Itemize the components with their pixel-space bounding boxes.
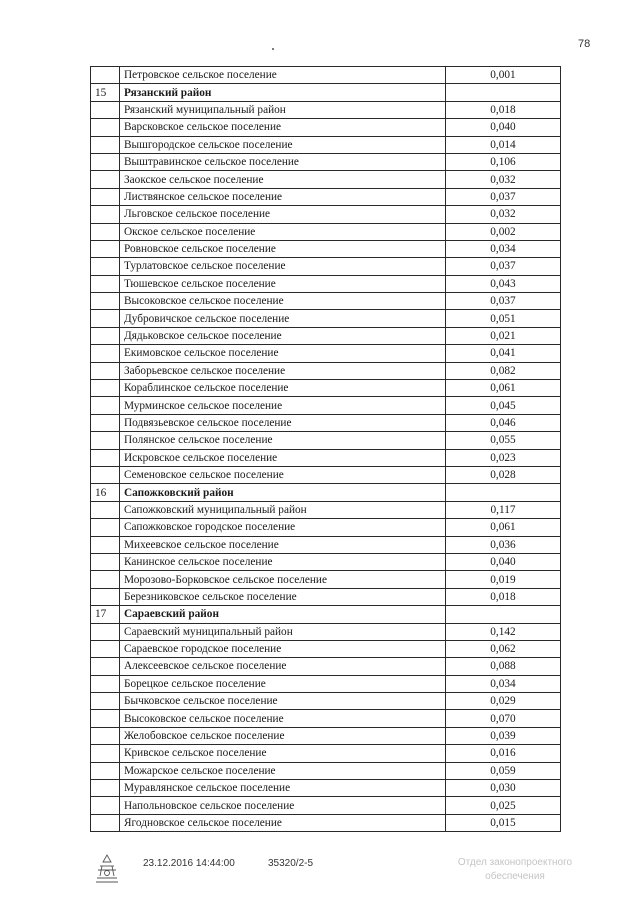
row-value-cell: 0,023 xyxy=(446,449,561,466)
table-row xyxy=(91,449,561,466)
row-number-cell xyxy=(91,136,120,153)
table-row xyxy=(91,258,561,275)
row-value-cell: 0,037 xyxy=(446,258,561,275)
table-row xyxy=(91,710,561,727)
row-name-cell: Заокское сельское поселение xyxy=(120,171,446,188)
row-value-cell: 0,040 xyxy=(446,553,561,570)
row-value-cell: 0,041 xyxy=(446,345,561,362)
row-value-cell: 0,036 xyxy=(446,536,561,553)
row-name-cell: Высоковское сельское поселение xyxy=(120,710,446,727)
table-row xyxy=(91,345,561,362)
row-name-cell: Сапожковский район xyxy=(120,484,446,501)
row-number-cell xyxy=(91,519,120,536)
row-value-cell: 0,088 xyxy=(446,658,561,675)
row-number-cell: 16 xyxy=(91,484,120,501)
table-row xyxy=(91,362,561,379)
row-value-cell: 0,018 xyxy=(446,588,561,605)
row-number-cell xyxy=(91,466,120,483)
row-value-cell: 0,014 xyxy=(446,136,561,153)
row-value-cell: 0,015 xyxy=(446,814,561,831)
table-row xyxy=(91,171,561,188)
footer-datetime: 23.12.2016 14:44:00 xyxy=(143,858,235,869)
table-row xyxy=(91,397,561,414)
row-name-cell: Муравлянское сельское поселение xyxy=(120,780,446,797)
table-row xyxy=(91,275,561,292)
row-name-cell: Турлатовское сельское поселение xyxy=(120,258,446,275)
row-value-cell: 0,061 xyxy=(446,519,561,536)
row-number-cell xyxy=(91,780,120,797)
row-value-cell: 0,043 xyxy=(446,275,561,292)
table-row xyxy=(91,571,561,588)
table-row xyxy=(91,745,561,762)
table-row xyxy=(91,206,561,223)
row-value-cell: 0,002 xyxy=(446,223,561,240)
row-name-cell: Искровское сельское поселение xyxy=(120,449,446,466)
row-name-cell: Бычковское сельское поселение xyxy=(120,693,446,710)
row-number-cell xyxy=(91,588,120,605)
table-row xyxy=(91,675,561,692)
row-number-cell xyxy=(91,101,120,118)
row-number-cell xyxy=(91,449,120,466)
row-name-cell: Екимовское сельское поселение xyxy=(120,345,446,362)
table-row xyxy=(91,536,561,553)
row-value-cell: 0,025 xyxy=(446,797,561,814)
row-value-cell: 0,061 xyxy=(446,380,561,397)
table-row xyxy=(91,623,561,640)
row-name-cell: Дубровичское сельское поселение xyxy=(120,310,446,327)
row-number-cell xyxy=(91,710,120,727)
footer-department xyxy=(440,856,590,884)
row-value-cell xyxy=(446,484,561,501)
row-name-cell: Рязанский район xyxy=(120,84,446,101)
row-value-cell xyxy=(446,84,561,101)
table-row xyxy=(91,432,561,449)
row-value-cell: 0,028 xyxy=(446,466,561,483)
row-value-cell: 0,055 xyxy=(446,432,561,449)
row-value-cell: 0,039 xyxy=(446,727,561,744)
table-row xyxy=(91,727,561,744)
table-row xyxy=(91,519,561,536)
row-number-cell xyxy=(91,188,120,205)
row-value-cell: 0,059 xyxy=(446,762,561,779)
row-name-cell: Высоковское сельское поселение xyxy=(120,293,446,310)
row-number-cell xyxy=(91,240,120,257)
footer-department-line2: обеспечения xyxy=(485,871,545,882)
row-name-cell: Сараевское городское поселение xyxy=(120,640,446,657)
table-row xyxy=(91,553,561,570)
row-name-cell: Семеновское сельское поселение xyxy=(120,466,446,483)
row-value-cell: 0,142 xyxy=(446,623,561,640)
row-number-cell xyxy=(91,275,120,292)
table-row xyxy=(91,327,561,344)
row-number-cell xyxy=(91,762,120,779)
row-number-cell xyxy=(91,362,120,379)
row-number-cell xyxy=(91,345,120,362)
row-number-cell xyxy=(91,153,120,170)
row-value-cell: 0,046 xyxy=(446,414,561,431)
row-number-cell xyxy=(91,658,120,675)
table-row xyxy=(91,223,561,240)
row-name-cell: Ягодновское сельское поселение xyxy=(120,814,446,831)
table-row xyxy=(91,780,561,797)
row-number-cell xyxy=(91,501,120,518)
table-row xyxy=(91,67,561,84)
table-row xyxy=(91,762,561,779)
row-name-cell: Листвянское сельское поселение xyxy=(120,188,446,205)
row-number-cell: 15 xyxy=(91,84,120,101)
row-number-cell xyxy=(91,119,120,136)
row-value-cell: 0,016 xyxy=(446,745,561,762)
row-number-cell xyxy=(91,380,120,397)
row-name-cell: Мурминское сельское поселение xyxy=(120,397,446,414)
scan-dot xyxy=(272,48,274,50)
row-value-cell: 0,032 xyxy=(446,206,561,223)
row-name-cell: Сараевский муниципальный район xyxy=(120,623,446,640)
row-name-cell: Варсковское сельское поселение xyxy=(120,119,446,136)
row-name-cell: Морозово-Борковское сельское поселение xyxy=(120,571,446,588)
table-row xyxy=(91,658,561,675)
table-row xyxy=(91,501,561,518)
table-row xyxy=(91,588,561,605)
row-name-cell: Сараевский район xyxy=(120,606,446,623)
row-number-cell xyxy=(91,623,120,640)
row-name-cell: Кривское сельское поселение xyxy=(120,745,446,762)
table-row xyxy=(91,136,561,153)
row-number-cell xyxy=(91,432,120,449)
row-name-cell: Борецкое сельское поселение xyxy=(120,675,446,692)
footer-department-line1: Отдел законопроектного xyxy=(457,857,573,868)
stamp-emblem-icon xyxy=(93,852,121,888)
row-value-cell: 0,070 xyxy=(446,710,561,727)
table-row xyxy=(91,814,561,831)
row-value-cell: 0,082 xyxy=(446,362,561,379)
table-row xyxy=(91,310,561,327)
row-value-cell: 0,029 xyxy=(446,693,561,710)
footer-doc-code: 35320/2-5 xyxy=(268,858,314,869)
row-name-cell: Выштравинское сельское поселение xyxy=(120,153,446,170)
row-name-cell: Льговское сельское поселение xyxy=(120,206,446,223)
row-name-cell: Вышгородское сельское поселение xyxy=(120,136,446,153)
row-number-cell xyxy=(91,327,120,344)
table-row xyxy=(91,153,561,170)
row-number-cell xyxy=(91,293,120,310)
row-value-cell: 0,034 xyxy=(446,675,561,692)
row-value-cell: 0,045 xyxy=(446,397,561,414)
row-value-cell: 0,037 xyxy=(446,188,561,205)
row-name-cell: Петровское сельское поселение xyxy=(120,67,446,84)
row-name-cell: Кораблинское сельское поселение xyxy=(120,380,446,397)
row-name-cell: Можарское сельское поселение xyxy=(120,762,446,779)
row-number-cell xyxy=(91,310,120,327)
row-number-cell xyxy=(91,640,120,657)
row-name-cell: Сапожковский муниципальный район xyxy=(120,501,446,518)
row-name-cell: Напольновское сельское поселение xyxy=(120,797,446,814)
row-number-cell xyxy=(91,414,120,431)
row-value-cell xyxy=(446,606,561,623)
row-name-cell: Сапожковское городское поселение xyxy=(120,519,446,536)
table-row xyxy=(91,693,561,710)
table-row xyxy=(91,414,561,431)
row-number-cell xyxy=(91,814,120,831)
table-row xyxy=(91,188,561,205)
row-value-cell: 0,019 xyxy=(446,571,561,588)
row-name-cell: Рязанский муниципальный район xyxy=(120,101,446,118)
table-row xyxy=(91,101,561,118)
table-row xyxy=(91,293,561,310)
table-row xyxy=(91,240,561,257)
row-number-cell xyxy=(91,797,120,814)
table-row xyxy=(91,119,561,136)
row-name-cell: Заборьевское сельское поселение xyxy=(120,362,446,379)
row-number-cell xyxy=(91,258,120,275)
row-number-cell xyxy=(91,675,120,692)
row-number-cell xyxy=(91,553,120,570)
row-value-cell: 0,062 xyxy=(446,640,561,657)
row-name-cell: Полянское сельское поселение xyxy=(120,432,446,449)
row-number-cell xyxy=(91,223,120,240)
row-number-cell xyxy=(91,206,120,223)
table-row xyxy=(91,380,561,397)
table-row xyxy=(91,466,561,483)
row-value-cell: 0,032 xyxy=(446,171,561,188)
row-number-cell xyxy=(91,67,120,84)
row-name-cell: Подвязьевское сельское поселение xyxy=(120,414,446,431)
table-row xyxy=(91,797,561,814)
table-row xyxy=(91,640,561,657)
district-row xyxy=(91,484,561,501)
row-value-cell: 0,106 xyxy=(446,153,561,170)
row-name-cell: Михеевское сельское поселение xyxy=(120,536,446,553)
row-name-cell: Березниковское сельское поселение xyxy=(120,588,446,605)
row-value-cell: 0,051 xyxy=(446,310,561,327)
row-number-cell xyxy=(91,536,120,553)
row-value-cell: 0,040 xyxy=(446,119,561,136)
row-number-cell: 17 xyxy=(91,606,120,623)
page-number: 78 xyxy=(578,38,591,50)
row-value-cell: 0,034 xyxy=(446,240,561,257)
row-name-cell: Окское сельское поселение xyxy=(120,223,446,240)
row-number-cell xyxy=(91,745,120,762)
table-body xyxy=(91,67,561,832)
row-name-cell: Желобовское сельское поселение xyxy=(120,727,446,744)
row-number-cell xyxy=(91,693,120,710)
row-number-cell xyxy=(91,171,120,188)
row-number-cell xyxy=(91,397,120,414)
row-name-cell: Тюшевское сельское поселение xyxy=(120,275,446,292)
row-value-cell: 0,030 xyxy=(446,780,561,797)
row-value-cell: 0,037 xyxy=(446,293,561,310)
row-value-cell: 0,018 xyxy=(446,101,561,118)
row-number-cell xyxy=(91,571,120,588)
row-number-cell xyxy=(91,727,120,744)
row-value-cell: 0,001 xyxy=(446,67,561,84)
district-row xyxy=(91,606,561,623)
row-name-cell: Канинское сельское поселение xyxy=(120,553,446,570)
district-row xyxy=(91,84,561,101)
footer xyxy=(0,852,640,892)
row-name-cell: Дядьковское сельское поселение xyxy=(120,327,446,344)
row-name-cell: Ровновское сельское поселение xyxy=(120,240,446,257)
row-value-cell: 0,117 xyxy=(446,501,561,518)
row-name-cell: Алексеевское сельское поселение xyxy=(120,658,446,675)
allocation-table xyxy=(90,66,561,832)
row-value-cell: 0,021 xyxy=(446,327,561,344)
